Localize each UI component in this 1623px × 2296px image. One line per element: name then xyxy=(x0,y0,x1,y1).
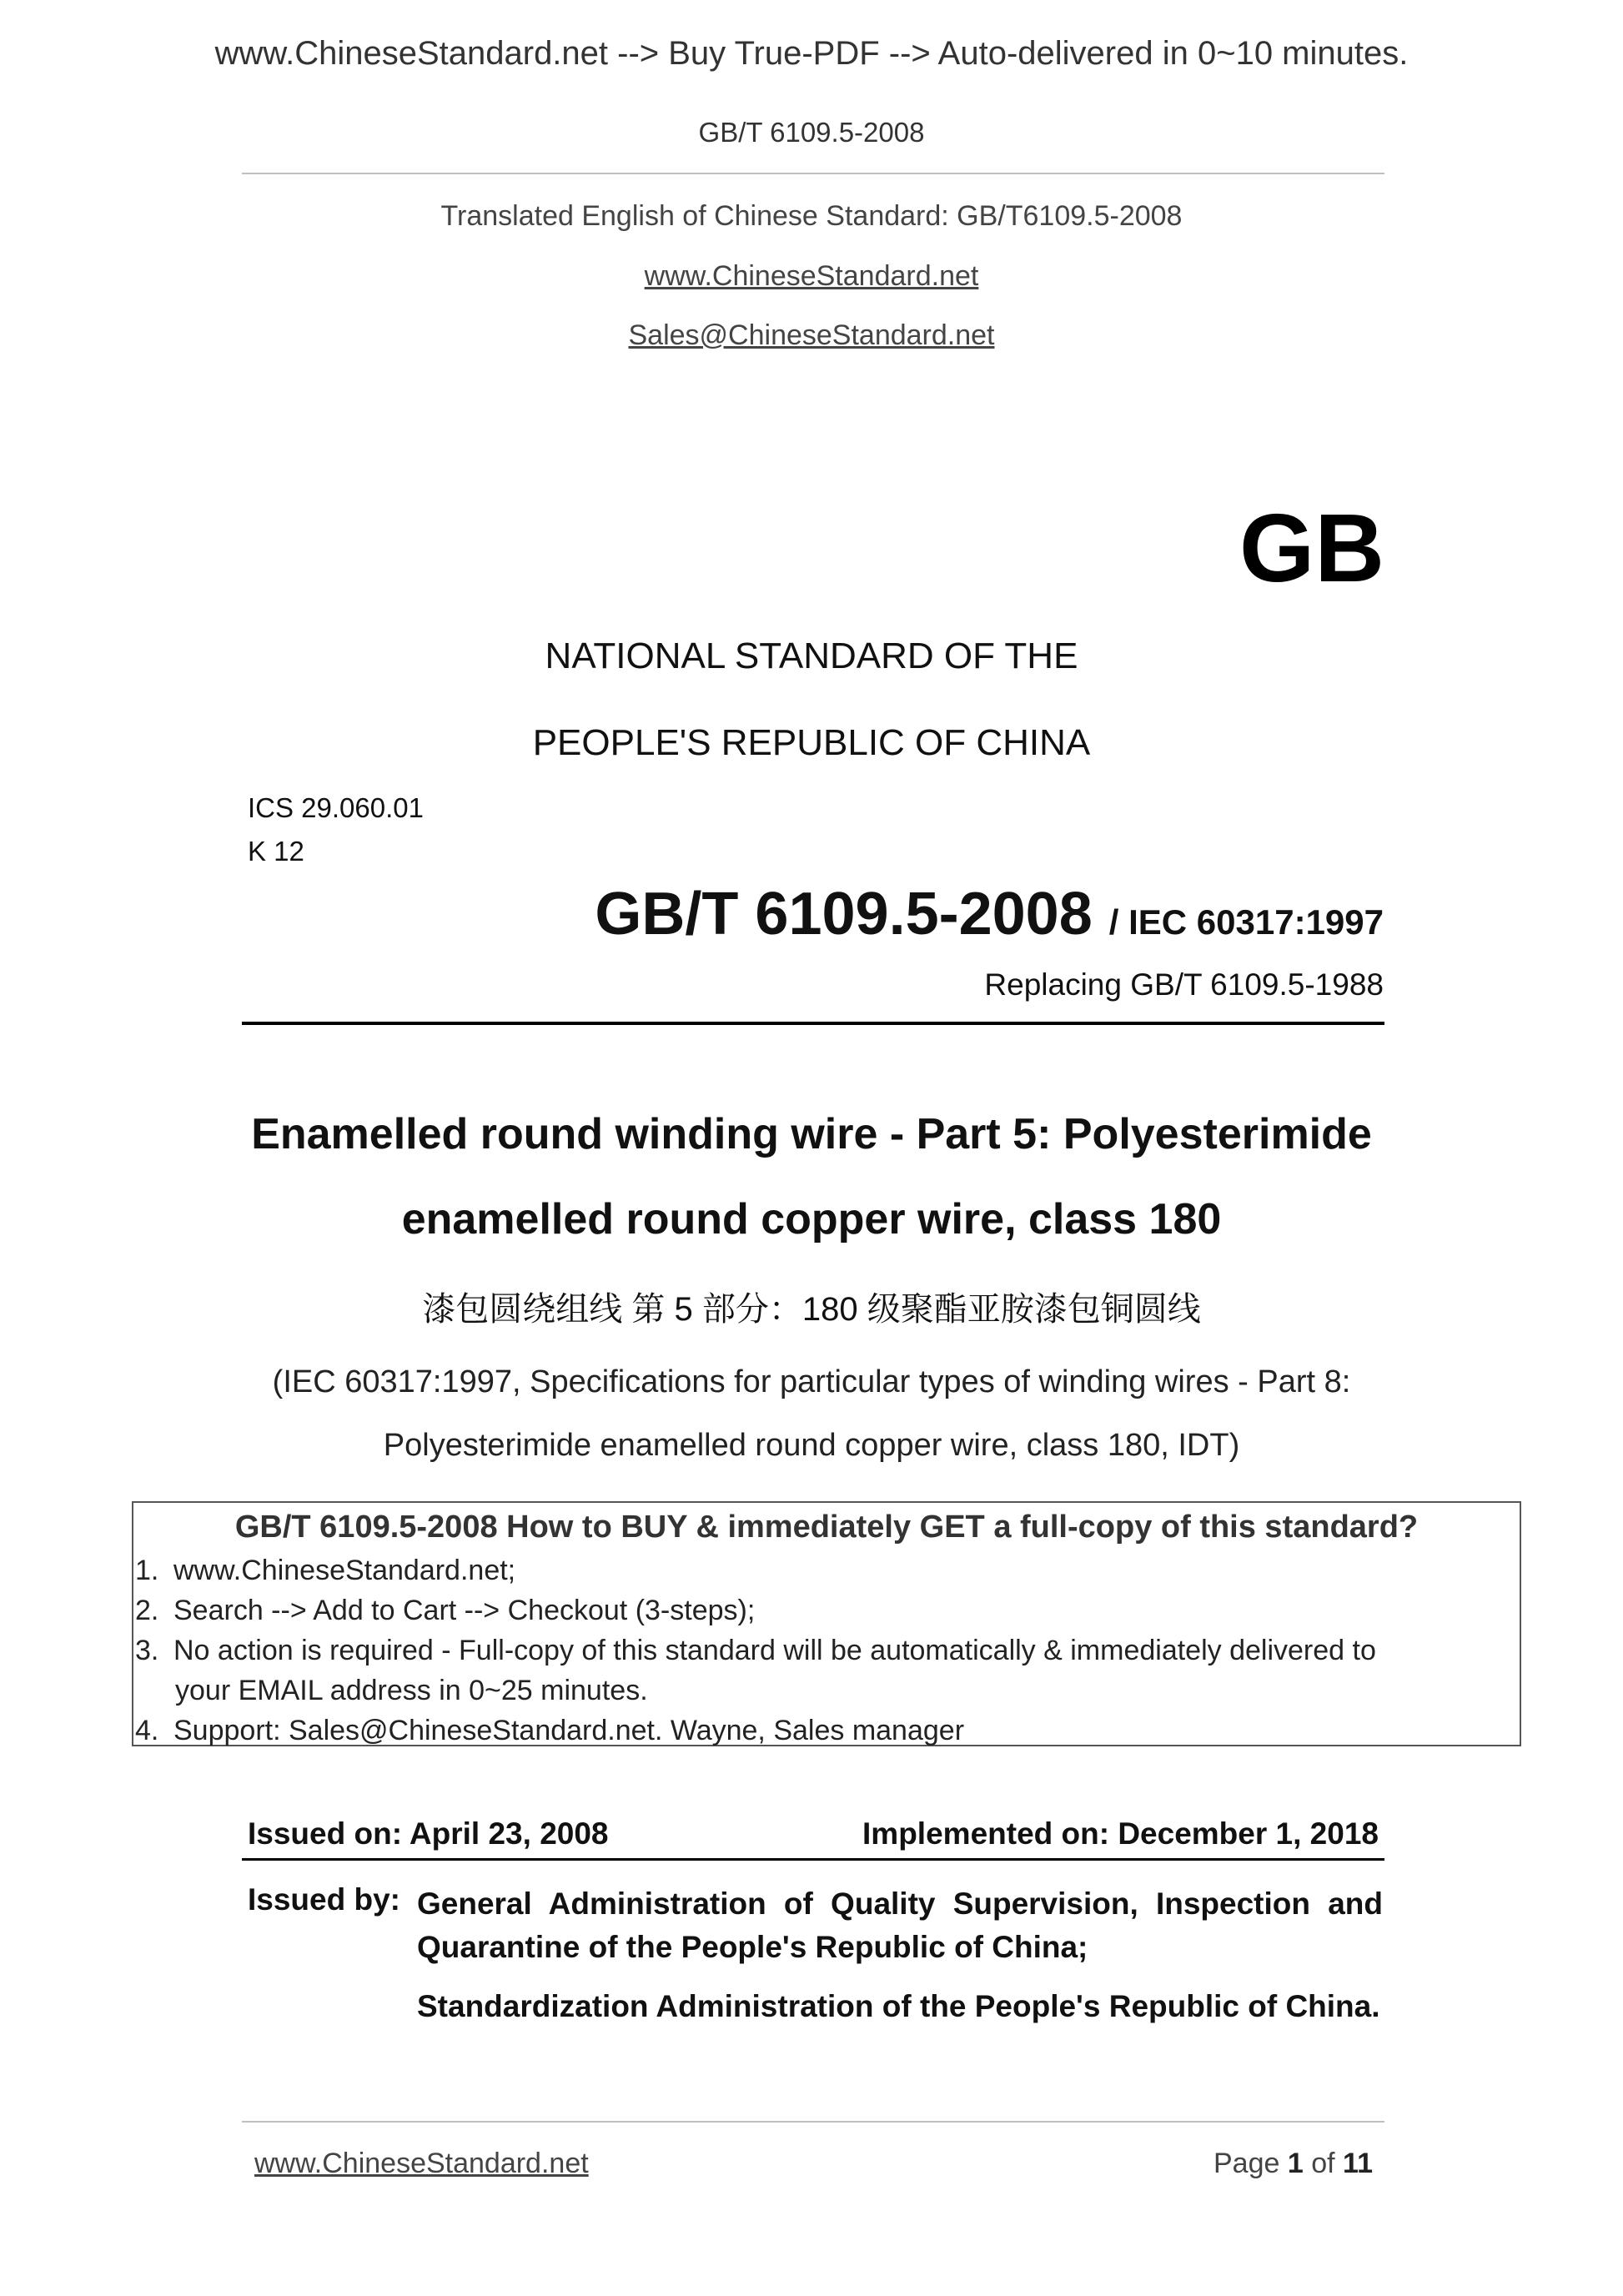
list-item xyxy=(133,1550,1520,1590)
page-indicator xyxy=(1213,2148,1373,2180)
title-line1: Enamelled round winding wire - Part 5: Polyesterimide xyxy=(251,1110,1372,1158)
list-item xyxy=(133,1590,1520,1630)
step-text: No action is required - Full-copy of this standard will be automatically & immediately delivered to xyxy=(173,1635,1376,1666)
step-text: Support: Sales@ChineseStandard.net. Wayne, Sales manager xyxy=(173,1715,965,1746)
step-text: your EMAIL address in 0~25 minutes. xyxy=(175,1675,648,1706)
iec-note-line1: (IEC 60317:1997, Specifications for particular types of winding wires - Part 8: xyxy=(272,1364,1351,1399)
step-number: 3. xyxy=(135,1635,159,1666)
website-link-wrap xyxy=(0,260,1623,293)
list-item xyxy=(133,1711,1520,1751)
list-item xyxy=(133,1630,1520,1671)
email-link[interactable]: Sales@ChineseStandard.net xyxy=(628,319,995,351)
implemented-on-date: Implemented on: December 1, 2018 xyxy=(862,1816,1379,1851)
issuer-aqsiq: General Administration of Quality Supervision, Inspection and Quarantine of the People's Republic of China; xyxy=(417,1887,1383,1964)
buy-box-title: GB/T 6109.5-2008 How to BUY & immediately GET a full-copy of this standard? xyxy=(234,1510,1419,1545)
step-number: 4. xyxy=(135,1715,159,1746)
ccs-code: K 12 xyxy=(248,836,304,867)
iec-code: / IEC 60317:1997 xyxy=(1108,902,1384,942)
page-total: 11 xyxy=(1343,2148,1373,2179)
buy-steps-list xyxy=(133,1550,1520,1751)
footer-website-link[interactable]: www.ChineseStandard.net xyxy=(254,2148,589,2179)
issued-by-label: Issued by: xyxy=(248,1882,400,1917)
website-link[interactable]: www.ChineseStandard.net xyxy=(644,260,979,292)
header-promo: www.ChineseStandard.net --> Buy True-PDF --> Auto-delivered in 0~10 minutes. xyxy=(214,35,1409,72)
translated-note: Translated English of Chinese Standard: GB/T6109.5-2008 xyxy=(440,200,1183,232)
list-item xyxy=(133,1671,1520,1711)
dates-divider xyxy=(242,1858,1384,1861)
step-text[interactable]: www.ChineseStandard.net; xyxy=(173,1555,516,1586)
page-of: of xyxy=(1311,2148,1335,2179)
national-standard-line1: NATIONAL STANDARD OF THE xyxy=(545,636,1078,676)
standard-number xyxy=(595,880,1384,948)
ics-code: ICS 29.060.01 xyxy=(248,792,424,823)
buy-instructions-box xyxy=(132,1501,1521,1746)
email-link-wrap xyxy=(0,319,1623,352)
national-standard-line2: PEOPLE'S REPUBLIC OF CHINA xyxy=(532,722,1091,763)
footer-divider xyxy=(242,2121,1384,2123)
page-label: Page xyxy=(1213,2148,1280,2179)
replacing-note: Replacing GB/T 6109.5-1988 xyxy=(984,967,1384,1002)
header-divider xyxy=(242,173,1384,174)
chinese-title: 漆包圆绕组线 第 5 部分：180 级聚酯亚胺漆包铜圆线 xyxy=(422,1291,1201,1328)
gb-logo: GB xyxy=(1239,494,1384,602)
title-line2: enamelled round copper wire, class 180 xyxy=(401,1195,1222,1243)
step-number: 2. xyxy=(135,1595,159,1626)
issued-on-date: Issued on: April 23, 2008 xyxy=(248,1816,609,1851)
issuer-sac: Standardization Administration of the People's Republic of China. xyxy=(417,1989,1380,2023)
iec-note-line2: Polyesterimide enamelled round copper wire, class 180, IDT) xyxy=(383,1428,1240,1463)
page-number: 1 xyxy=(1287,2148,1304,2179)
standard-code: GB/T 6109.5-2008 xyxy=(595,881,1093,947)
step-text: Search --> Add to Cart --> Checkout (3-steps); xyxy=(173,1595,756,1626)
step-number: 1. xyxy=(135,1555,159,1586)
title-divider xyxy=(242,1022,1384,1025)
header-code: GB/T 6109.5-2008 xyxy=(698,117,925,148)
dates-row xyxy=(248,1816,1382,1851)
